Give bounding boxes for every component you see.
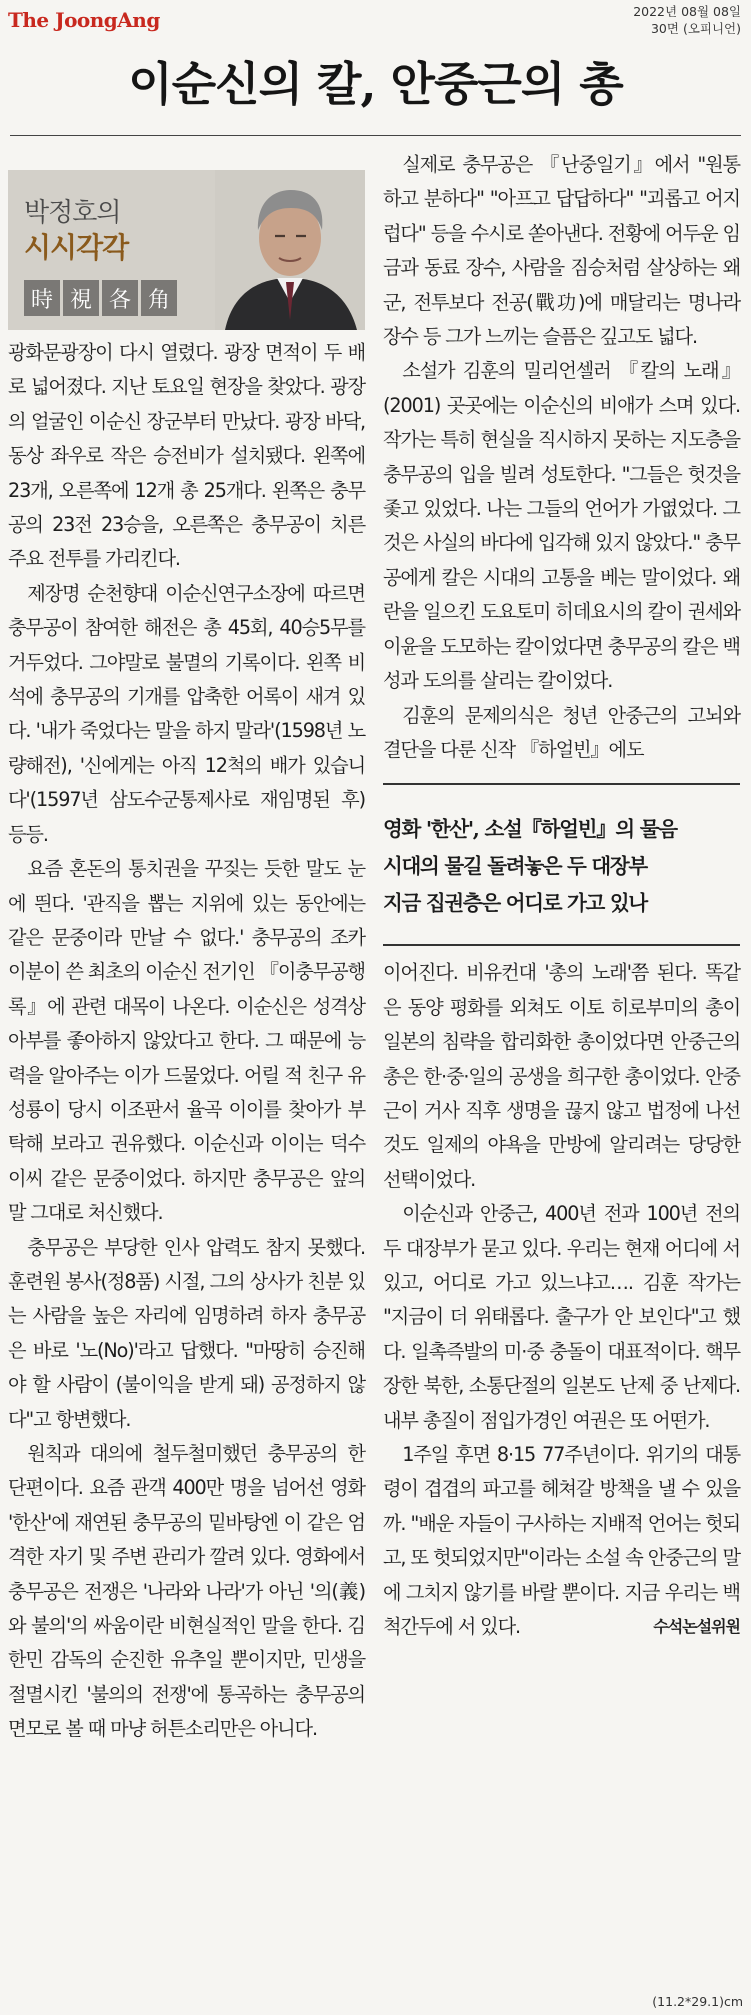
paragraph: 소설가 김훈의 밀리언셀러 『칼의 노래』(2001) 곳곳에는 이순신의 비애가 스며 있다. 작가는 특히 현실을 직시하지 못하는 지도층을 충무공의 입을 빌려 성토한다. "그들은 헛것을 좇고 있었다. 나는 그들의 언어가 가엾었다. 그것은 사실의 바다에 입각해 있지 않았다." 충무공에게 칼은 시대의 고통을 베는 말이었다. 왜란을 일으킨 도요토미 히데요시의 칼이 권세와 이윤을 도모하는 칼이었다면 충무공의 칼은 백성과 도의를 살리는 칼이었다.	[383, 359, 740, 693]
headline-divider	[10, 135, 741, 136]
pull-quote-line: 지금 집권층은 어디로 가고 있나	[383, 891, 647, 916]
paragraph: 이어진다. 비유컨대 '총의 노래'쯤 된다. 똑같은 동양 평화를 외쳐도 이토 히로부미의 총이 일본의 침략을 합리화한 총이었다면 안중근의 총은 한·중·일의 공생을 희구한 총이었다. 안중근이 거사 직후 생명을 끊지 않고 법정에 나선 것도 일제의 야욕을 만방에 알리려는 당당한 선택이었다.	[383, 961, 740, 1191]
hanja-char: 角	[141, 280, 177, 316]
hanja-char: 視	[63, 280, 99, 316]
pull-quote-line: 시대의 물길 돌려놓은 두 대장부	[383, 854, 647, 879]
paragraph: 충무공은 부당한 인사 압력도 참지 못했다. 훈련원 봉사(정8품) 시절, 그의 상사가 친분 있는 사람을 높은 자리에 임명하려 하자 충무공은 바로 '노(No)'라고 답했다. "마땅히 승진해야 할 사람이 (불이익을 받게 돼) 공정하지 않다"고 항변했다.	[8, 1235, 365, 1431]
paragraph: 1주일 후면 8·15 77주년이다. 위기의 대통령이 겹겹의 파고를 헤쳐갈 방책을 낼 수 있을까. "배운 자들이 구사하는 지배적 언어는 헛되고, 또 헛되었지만"이라는 소설 속 안중근의 말에 그치지 않기를 바랄 뿐이다. 지금 우리는 백척간두에 서 있다.	[383, 1443, 740, 1639]
paragraph: 광화문광장이 다시 열렸다. 광장 면적이 두 배로 넓어졌다. 지난 토요일 현장을 찾았다. 광장의 얼굴인 이순신 장군부터 만났다. 광장 바닥, 동상 좌우로 작은 승전비가 설치됐다. 왼쪽에 23개, 오른쪽에 12개 총 25개다. 왼쪽은 충무공의 23전 23승을, 오른쪽은 충무공이 치른 주요 전투를 가리킨다.	[8, 341, 365, 571]
article-body-left	[8, 336, 365, 1747]
dateline	[633, 3, 741, 37]
left-column	[8, 170, 365, 1747]
column-author: 박정호의	[24, 198, 121, 228]
paragraph: 김훈의 문제의식은 청년 안중근의 고뇌와 결단을 다룬 신작 『하얼빈』에도	[383, 703, 740, 761]
pull-quote-line: 영화 '한산', 소설『하얼빈』의 물음	[383, 817, 677, 842]
column-series-title: 시시각각	[24, 231, 129, 264]
pull-quote	[383, 783, 740, 946]
author-portrait-icon	[215, 170, 365, 330]
article-size-note: (11.2*29.1)cm	[652, 1994, 743, 2009]
right-column	[383, 148, 740, 1637]
page-section: 30면 (오피니언)	[650, 21, 741, 36]
masthead	[0, 0, 751, 44]
hanja-char: 各	[102, 280, 138, 316]
paragraph: 요즘 혼돈의 통치권을 꾸짖는 듯한 말도 눈에 띈다. '관직을 뽑는 지위에 있는 동안에는 같은 문중이라 만날 수 없다.' 충무공의 조카 이분이 쓴 최초의 이순신 전기인 『이충무공행록』에 관련 대목이 나온다. 이순신은 성격상 아부를 좋아하지 않았다고 한다. 그 때문에 능력을 알아주는 이가 드물었다. 어릴 적 친구 유성룡이 당시 이조판서 율곡 이이를 찾아가 부탁해 보라고 권유했다. 이순신과 이이는 덕수 이씨 같은 문중이었다. 하지만 충무공은 앞의 말 그대로 처신했다.	[8, 857, 365, 1225]
article-body-right-top	[383, 148, 740, 767]
column-badge	[8, 170, 365, 330]
paragraph: 제장명 순천향대 이순신연구소장에 따르면 충무공이 참여한 해전은 총 45회, 40승5무를 거두었다. 그야말로 불멸의 기록이다. 왼쪽 비석에 충무공의 기개를 압축한 어록이 새겨 있다. '내가 죽었다는 말을 하지 말라'(1598년 노량해전), '신에게는 아직 12척의 배가 있습니다'(1597년 삼도수군통제사로 재임명된 후) 등등.	[8, 581, 365, 846]
paragraph: 원칙과 대의에 철두철미했던 충무공의 한 단편이다. 요즘 관객 400만 명을 넘어선 영화 '한산'에 재연된 충무공의 밑바탕엔 이 같은 엄격한 자기 및 주변 관리가 깔려 있다. 영화에서 충무공은 전쟁은 '나라와 나라'가 아닌 '의(義)와 불의'의 싸움이란 비현실적인 말을 한다. 김한민 감독의 순진한 유추일 뿐이지만, 민생을 절멸시킨 '불의의 전쟁'에 통곡하는 충무공의 면모로 볼 때 마냥 허튼소리만은 아니다.	[8, 1442, 365, 1741]
paragraph: 이순신과 안중근, 400년 전과 100년 전의 두 대장부가 묻고 있다. 우리는 현재 어디에 서 있고, 어디로 가고 있느냐고…. 김훈 작가는 "지금이 더 위태롭다. 출구가 안 보인다"고 했다. 일촉즉발의 미·중 충돌이 대표적이다. 핵무장한 북한, 소통단절의 일본도 난제 중 난제다. 내부 총질이 점입가경인 여권은 또 어떤가.	[383, 1202, 740, 1432]
paragraph: 실제로 충무공은 『난중일기』에서 "원통하고 분하다" "아프고 답답하다" "괴롭고 어지럽다" 등을 수시로 쏟아낸다. 전황에 어두운 임금과 동료 장수, 사람을 짐승처럼 살상하는 왜군, 전투보다 전공(戰功)에 매달리는 명나라 장수 등 그가 느끼는 슬픔은 깊고도 넓다.	[383, 153, 740, 349]
article-body-right-bottom	[383, 956, 740, 1644]
issue-date: 2022년 08월 08일	[633, 4, 741, 19]
newspaper-logo[interactable]: The JoongAng	[8, 8, 160, 32]
hanja-char: 時	[24, 280, 60, 316]
author-byline: 수석논설위원	[614, 1614, 740, 1637]
hanja-row	[24, 280, 177, 316]
article-headline: 이순신의 칼, 안중근의 총	[128, 57, 623, 111]
